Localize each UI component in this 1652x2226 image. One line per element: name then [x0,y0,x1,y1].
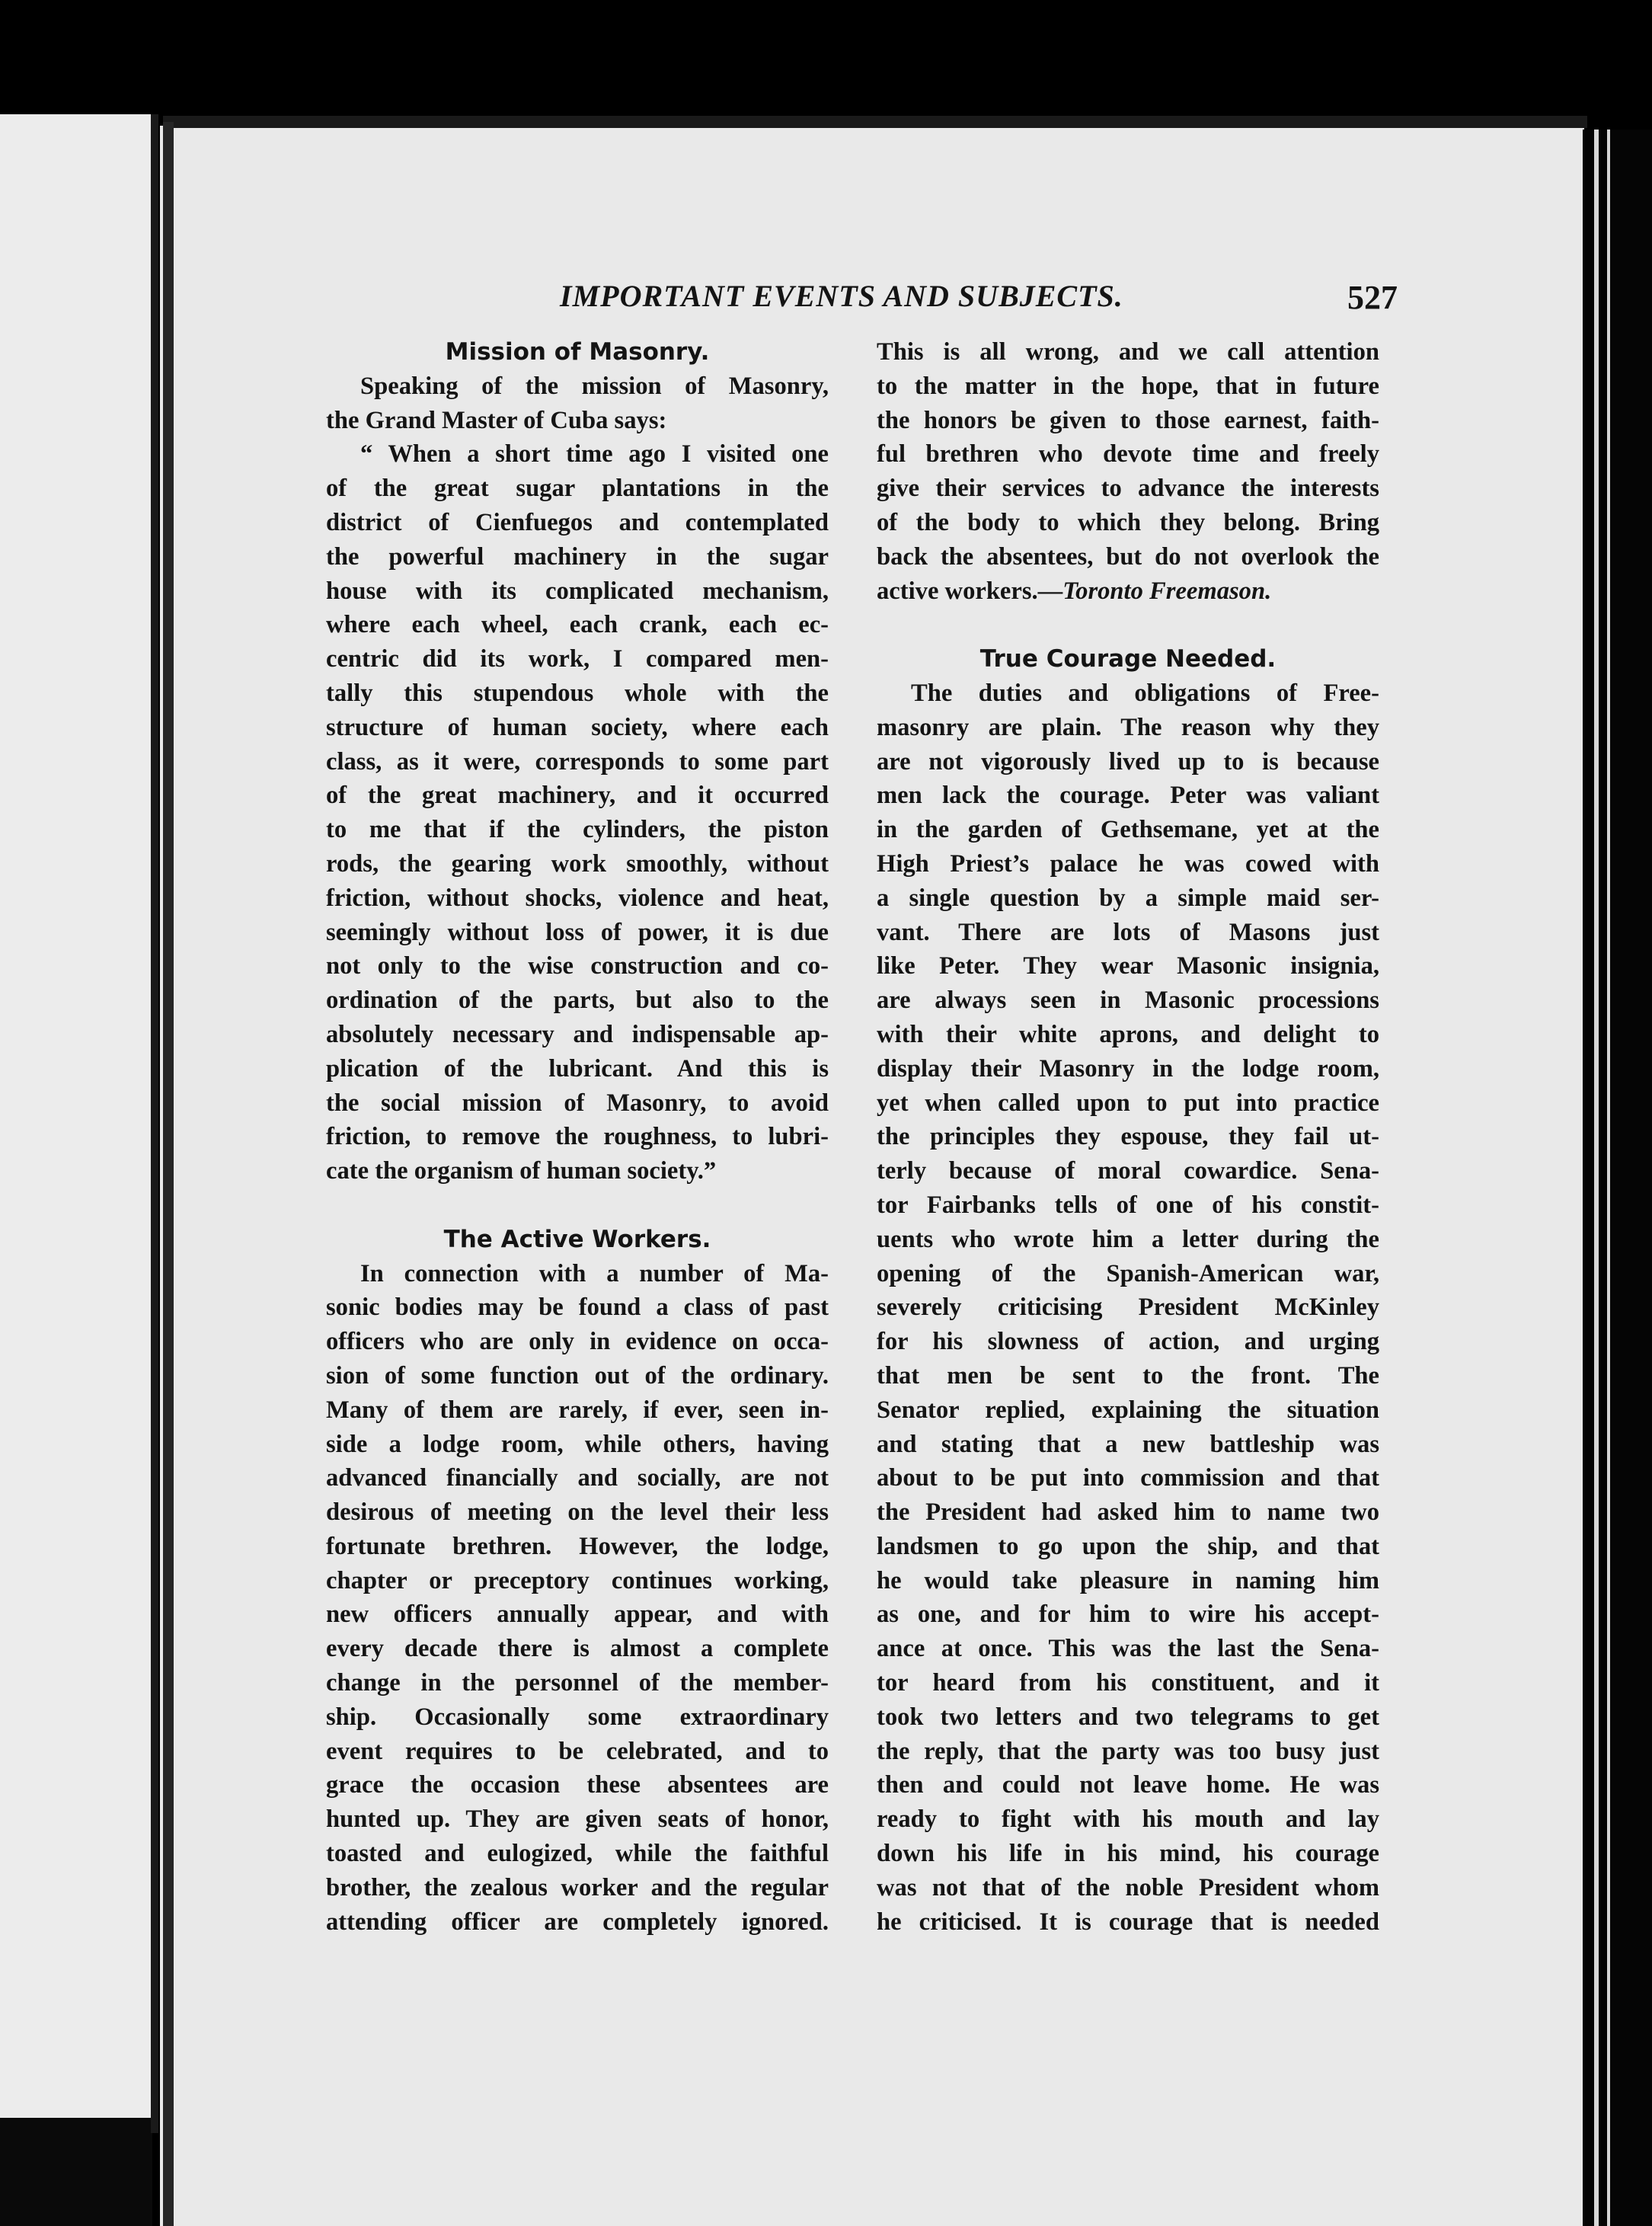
left-column [326,335,829,1939]
previous-page-edge [0,114,152,2133]
text-line: The duties and obligations of Free- [911,679,1379,707]
text-line: This is all wrong, and we call attention [877,338,1379,366]
text-line: and stating that a new battleship was [877,1430,1379,1458]
section-heading-mission: Mission of Masonry. [445,338,710,366]
text-line: the honors be given to those earnest, faith- [877,406,1379,434]
text-line: display their Masonry in the lodge room, [877,1054,1379,1083]
text-line: Senator replied, explaining the situation [877,1396,1379,1424]
text-line: for his slowness of action, and urging [877,1328,1379,1356]
text-line: fortunate brethren. However, the lodge, [326,1532,829,1560]
continuation-end: active workers.— [877,577,1063,605]
section-heading-active-workers: The Active Workers. [443,1225,711,1253]
text-line: side a lodge room, while others, having [326,1430,829,1458]
section-body-active-workers [326,1257,829,1940]
text-line: toasted and eulogized, while the faithful [326,1840,829,1868]
text-line: uents who wrote him a letter during the [877,1225,1379,1253]
text-line: about to be put into commission and that [877,1464,1379,1492]
text-line: district of Cienfuegos and contemplated [326,508,829,536]
text-line: as one, and for him to wire his accept- [877,1601,1379,1629]
page-number: 527 [1347,279,1398,316]
text-line: then and could not leave home. He was [877,1771,1379,1799]
text-line: house with its complicated mechanism, [326,577,829,605]
text-line: new officers annually appear, and with [326,1601,829,1629]
section-body-true-courage [877,676,1379,1939]
text-line: structure of human society, where each [326,713,829,741]
text-line: “ When a short time ago I visited one [360,440,829,469]
text-line: of the great machinery, and it occurred [326,782,829,810]
text-line: yet when called upon to put into practice [877,1089,1379,1117]
text-line: a single question by a simple maid ser- [877,884,1379,912]
text-line: of the body to which they belong. Bring [877,508,1379,536]
text-line: the President had asked him to name two [877,1498,1379,1527]
text-line: to the matter in the hope, that in future [877,372,1379,400]
section-spacer [877,608,1379,642]
text-line: the reply, that the party was too busy just [877,1737,1379,1765]
text-line: are not vigorously lived up to is because [877,747,1379,776]
text-line: down his life in his mind, his courage [877,1840,1379,1868]
text-line: ance at once. This was the last the Sena- [877,1635,1379,1663]
text-line: like Peter. They wear Masonic insignia, [877,952,1379,980]
previous-page-shadow [0,2118,152,2226]
right-column [877,335,1379,1939]
text-line: back the absentees, but do not overlook the [877,542,1379,571]
text-line: he criticised. It is courage that is needed [877,1908,1379,1936]
text-line: Speaking of the mission of Masonry, [360,372,829,400]
text-line: of the great sugar plantations in the [326,475,829,503]
text-line: event requires to be celebrated, and to [326,1737,829,1765]
text-line: that men be sent to the front. The [877,1361,1379,1390]
text-line: the principles they espouse, they fail ut- [877,1123,1379,1151]
text-line: friction, without shocks, violence and heat, [326,884,829,912]
text-line: desirous of meeting on the level their less [326,1498,829,1527]
text-line: tally this stupendous whole with the [326,679,829,707]
source-citation: Toronto Freemason. [1062,577,1272,605]
page-stack-edge [1583,130,1652,2226]
text-line: sion of some function out of the ordinary. [326,1361,829,1390]
page-stack-stripe [1594,130,1599,2226]
text-line: vant. There are lots of Masons just [877,918,1379,946]
text-line: grace the occasion these absentees are [326,1771,829,1799]
text-line: chapter or preceptory continues working, [326,1566,829,1594]
text-line: where each wheel, each crank, each ec- [326,611,829,639]
text-line: centric did its work, I compared men- [326,645,829,673]
text-line: rods, the gearing work smoothly, without [326,849,829,878]
text-line: friction, to remove the roughness, to lubri- [326,1123,829,1151]
text-line: tor heard from his constituent, and it [877,1669,1379,1697]
section-spacer [326,1188,829,1223]
text-line: Many of them are rarely, if ever, seen in- [326,1396,829,1424]
text-line: In connection with a number of Ma- [360,1259,829,1287]
text-line: change in the personnel of the member- [326,1669,829,1697]
text-line: give their services to advance the interests [877,475,1379,503]
running-header [560,278,1398,324]
text-line: was not that of the noble President whom [877,1873,1379,1901]
text-line: ful brethren who devote time and freely [877,440,1379,469]
section-body-mission [326,369,829,1188]
text-line: High Priest’s palace he was cowed with [877,849,1379,878]
section-heading-true-courage: True Courage Needed. [979,645,1277,673]
text-line: seemingly without loss of power, it is due [326,918,829,946]
text-line: brother, the zealous worker and the regular [326,1873,829,1901]
text-line: advanced financially and socially, are not [326,1464,829,1492]
text-line: men lack the courage. Peter was valiant [877,782,1379,810]
text-line: with their white aprons, and delight to [877,1020,1379,1048]
text-line: absolutely necessary and indispensable ap- [326,1020,829,1048]
text-line: are always seen in Masonic processions [877,987,1379,1015]
text-line: the social mission of Masonry, to avoid [326,1089,829,1117]
text-line: attending officer are completely ignored. [326,1908,829,1936]
section-body-continuation [877,335,1379,574]
text-line: officers who are only in evidence on occa- [326,1328,829,1356]
text-line: took two letters and two telegrams to get [877,1703,1379,1731]
text-line [877,574,1379,609]
text-line: class, as it were, corresponds to some part [326,747,829,776]
text-line: tor Fairbanks tells of one of his constit- [877,1191,1379,1219]
text-line: masonry are plain. The reason why they [877,713,1379,741]
text-line: in the garden of Gethsemane, yet at the [877,816,1379,844]
page-top-edge [163,116,1587,128]
text-line: plication of the lubricant. And this is [326,1054,829,1083]
text-line: every decade there is almost a complete [326,1635,829,1663]
text-line: cate the organism of human society.” [326,1157,717,1185]
text-line: the Grand Master of Cuba says: [326,406,667,434]
text-line: the powerful machinery in the sugar [326,542,829,571]
text-line: sonic bodies may be found a class of past [326,1294,829,1322]
text-line: severely criticising President McKinley [877,1294,1379,1322]
page-left-edge [163,122,174,2226]
page-stack-stripe [1607,130,1610,2226]
text-line: ship. Occasionally some extraordinary [326,1703,829,1731]
text-line: terly because of moral cowardice. Sena- [877,1157,1379,1185]
text-line: hunted up. They are given seats of honor, [326,1805,829,1834]
text-line: not only to the wise construction and co- [326,952,829,980]
text-line: he would take pleasure in naming him [877,1566,1379,1594]
book-gutter [151,114,158,2133]
text-line: landsmen to go upon the ship, and that [877,1532,1379,1560]
text-line: ordination of the parts, but also to the [326,987,829,1015]
text-line: opening of the Spanish-American war, [877,1259,1379,1287]
text-line: ready to fight with his mouth and lay [877,1805,1379,1834]
running-title: IMPORTANT EVENTS AND SUBJECTS. [560,279,1123,313]
text-line: to me that if the cylinders, the piston [326,816,829,844]
